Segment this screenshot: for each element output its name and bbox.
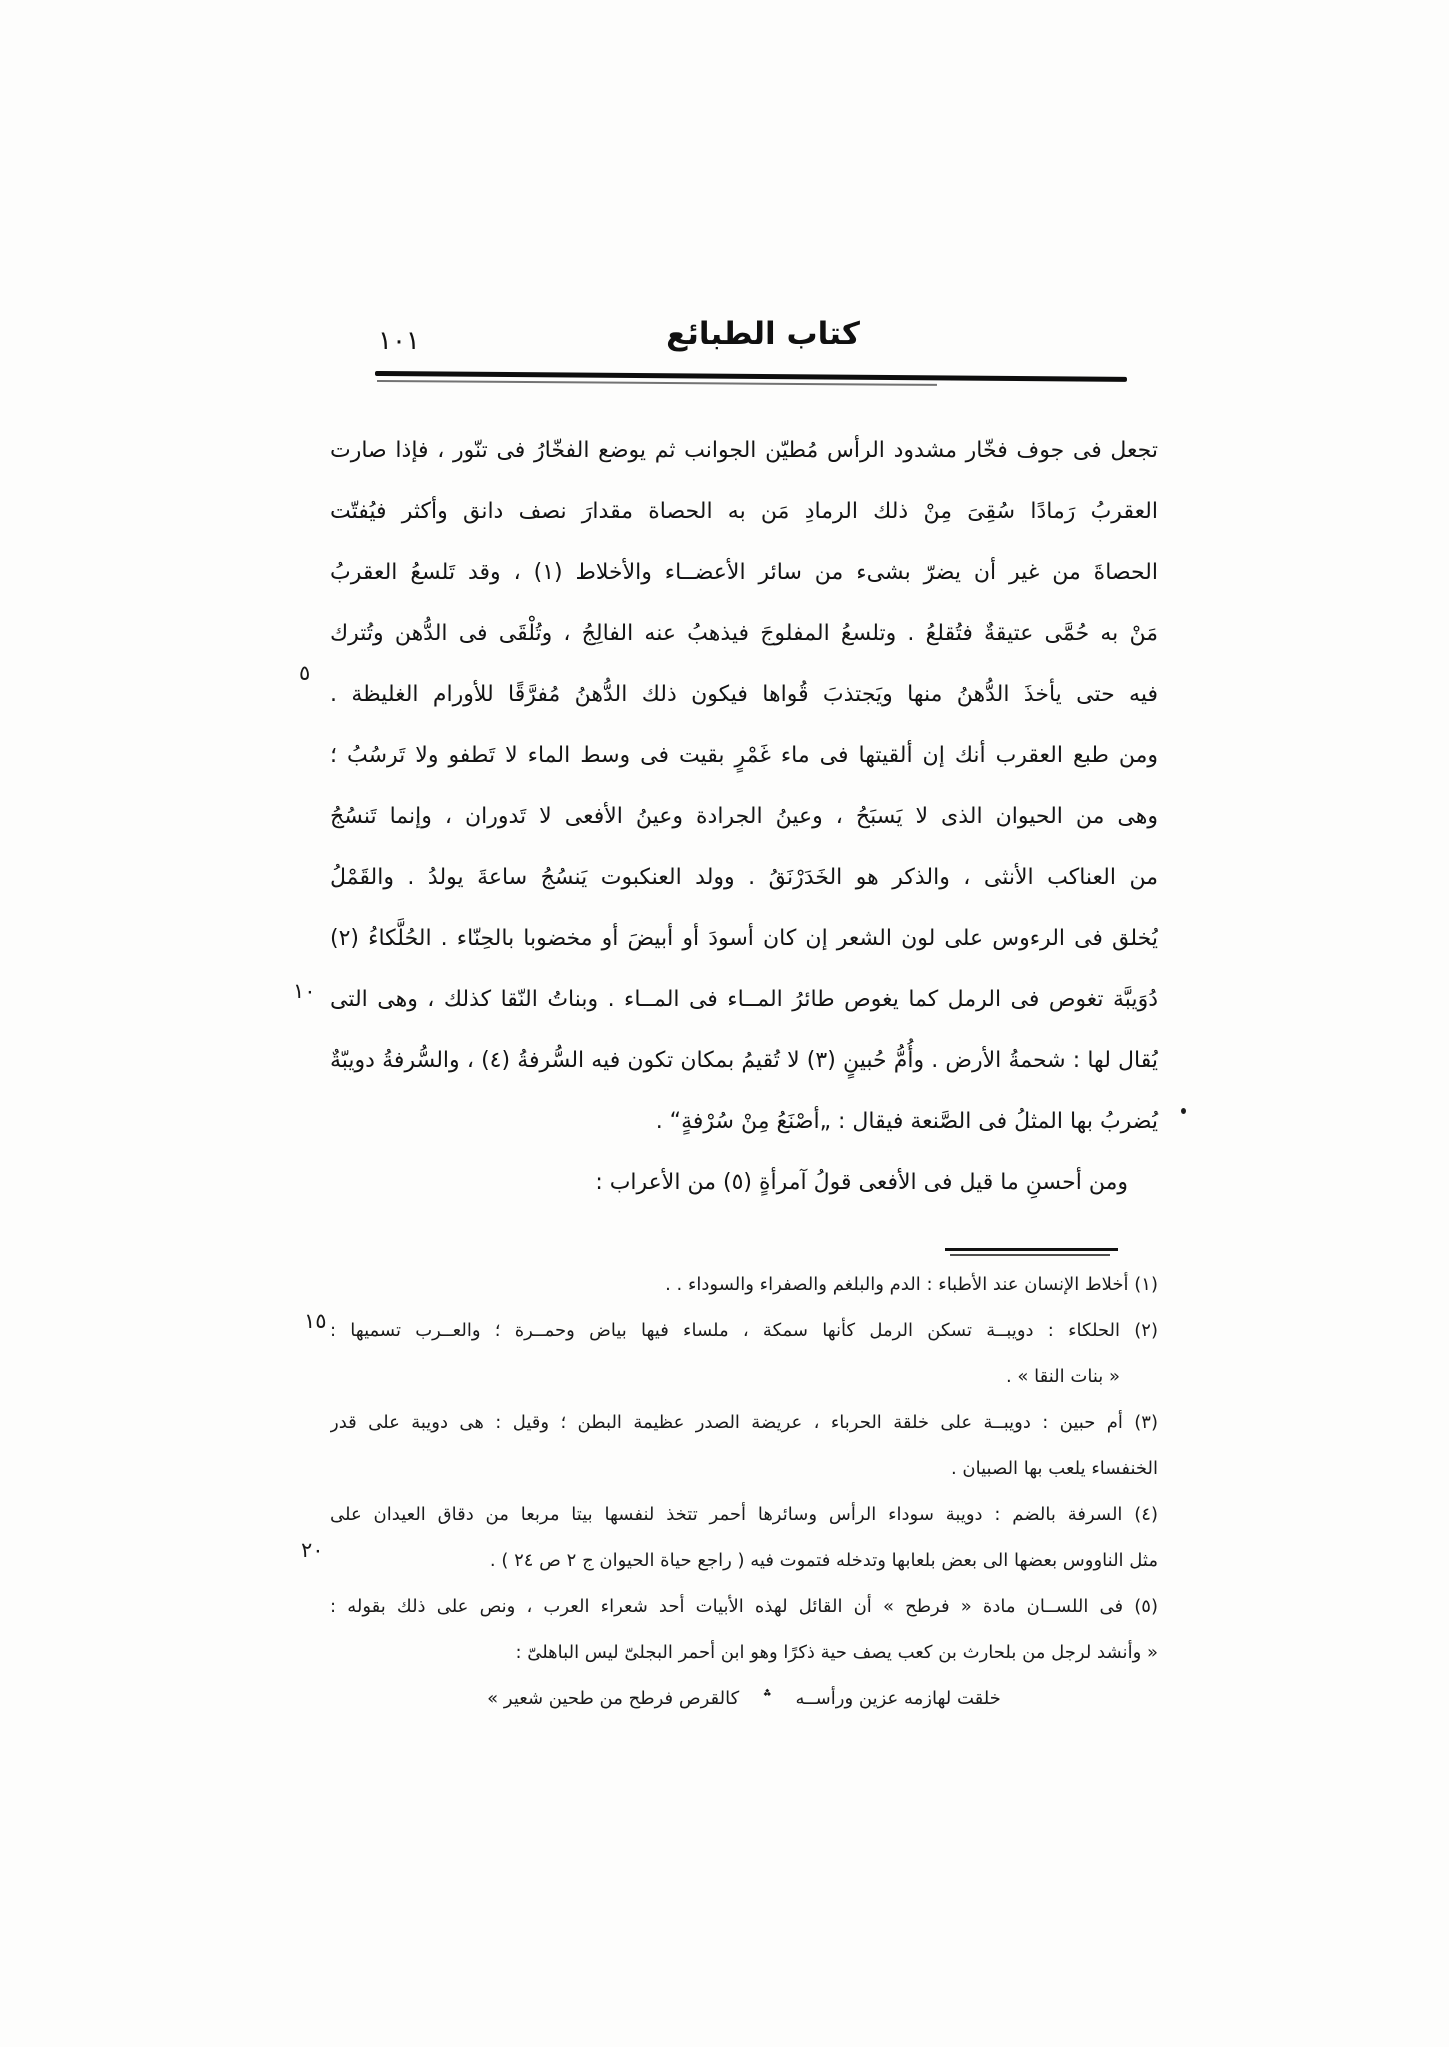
- footnote-line: (٤) السرفة بالضم : دويبة سوداء الرأس وسائرها أحمر تتخذ لنفسها بيتا مربعا من دقاق العيدان على: [330, 1504, 1158, 1525]
- body-line: وهى من الحيوان الذى لا يَسبَحُ ، وعينُ الجرادة وعينُ الأفعى لا تَدوران ، وإنما تَنسُجُ: [330, 804, 1158, 829]
- margin-line-number-10: ١٠: [293, 979, 316, 1003]
- body-text-block: [330, 420, 1158, 1213]
- body-line: يُقال لها : شحمةُ الأرض . وأُمُّ حُبينٍ (٣) لا تُقيمُ بمكان تكون فيه السُّرفةُ (٤) ، والسُّرفةُ دويبّةٌ: [330, 1048, 1158, 1073]
- header-rule-echo: [377, 380, 937, 386]
- page-number: ١٠١: [378, 326, 420, 356]
- margin-line-number-15: ١٥: [304, 1309, 327, 1333]
- body-line: تجعل فى جوف فخّار مشدود الرأس مُطيّن الجوانب ثم يوضع الفخّارُ فى تنّور ، فإذا صارت: [330, 438, 1158, 463]
- margin-line-number-5: ٥: [299, 661, 311, 685]
- footnote-line: (٣) أم حبين : دويبــة على خلقة الحرباء ، عريضة الصدر عظيمة البطن ؛ وقيل : هى دويبة على قدر: [330, 1412, 1158, 1433]
- body-line: يُخلق فى الرءوس على لون الشعر إن كان أسودَ أو أبيضَ أو مخضوبا بالحِنّاء . الحُلَّكاءُ (٢): [330, 926, 1158, 951]
- body-line: العقربُ رَمادًا سُقِىَ مِنْ ذلك الرمادِ مَن به الحصاة مقدارَ نصف دانق وأكثر فيُفتّت: [330, 499, 1158, 524]
- ink-speck: [1181, 1108, 1186, 1114]
- footnote-line: مثل الناووس بعضها الى بعض بلعابها وتدخله فتموت فيه ( راجع حياة الحيوان ج ٢ ص ٢٤ ) .: [489, 1550, 1158, 1571]
- footnote-line: « بنات النقا » .: [1005, 1366, 1120, 1387]
- body-line: من العناكب الأنثى ، والذكر هو الخَدَرْنَقُ . وولد العنكبوت يَنسُجُ ساعةَ يولدُ . والقَمْلُ: [330, 865, 1158, 890]
- book-title: كتاب الطبائع: [666, 316, 860, 352]
- body-line: مَنْ به حُمَّى عتيقةٌ فتُقلعُ . وتلسعُ المفلوجَ فيذهبُ عنه الفالِجُ ، وتُلْقَى فى الدُّهن وتُترك: [330, 621, 1158, 646]
- footnote-line: « وأنشد لرجل من بلحارث بن كعب يصف حية ذكرًا وهو ابن أحمر البجلىّ ليس الباهلىّ :: [515, 1642, 1158, 1663]
- footnote-line: (٥) فى اللســان مادة « فرطح » أن القائل لهذه الأبيات أحد شعراء العرب ، ونص على ذلك بقوله :: [330, 1596, 1158, 1617]
- body-line: فيه حتى يأخذَ الدُّهنُ منها ويَجتذبَ قُواها فيكون ذلك الدُّهنُ مُفرَّقًا للأورام الغليظة .: [330, 682, 1158, 707]
- footnote-divider: [945, 1248, 1118, 1251]
- footnote-line: (٢) الحلكاء : دويبــة تسكن الرمل كأنها سمكة ، ملساء فيها بياض وحمــرة ؛ والعــرب تسميها :: [330, 1320, 1158, 1341]
- footnote-divider-echo: [950, 1254, 1110, 1256]
- body-line: دُوَيبَّة تغوص فى الرمل كما يغوص طائرُ المــاء فى المــاء . وبناتُ النّقا كذلك ، وهى التى: [330, 987, 1158, 1012]
- footnote-line: الخنفساء يلعب بها الصبيان .: [950, 1458, 1158, 1479]
- body-line: يُضربُ بها المثلُ فى الصَّنعة فيقال : „أصْنَعُ مِنْ سُرْفةٍ“ .: [655, 1109, 1158, 1134]
- body-line: ومن أحسنِ ما قيل فى الأفعى قولُ آمرأةٍ (٥) من الأعراب :: [595, 1170, 1128, 1195]
- margin-line-number-20: ٢٠: [301, 1538, 324, 1562]
- footnote-verse-line: خلقت لهازمه عزين ورأســه ؞ كالقرص فرطح من طحين شعير »: [487, 1688, 1001, 1709]
- footnotes-block: [330, 1262, 1158, 1722]
- body-line: ومن طبع العقرب أنك إن ألقيتها فى ماء غَمْرٍ بقيت فى وسط الماء لا تَطفو ولا تَرسُبُ ؛: [330, 743, 1158, 768]
- body-line: الحصاةَ من غير أن يضرّ بشىء من سائر الأعضــاء والأخلاط (١) ، وقد تَلسعُ العقربُ: [330, 560, 1158, 585]
- footnote-line: (١) أخلاط الإنسان عند الأطباء : الدم والبلغم والصفراء والسوداء . .: [665, 1274, 1158, 1295]
